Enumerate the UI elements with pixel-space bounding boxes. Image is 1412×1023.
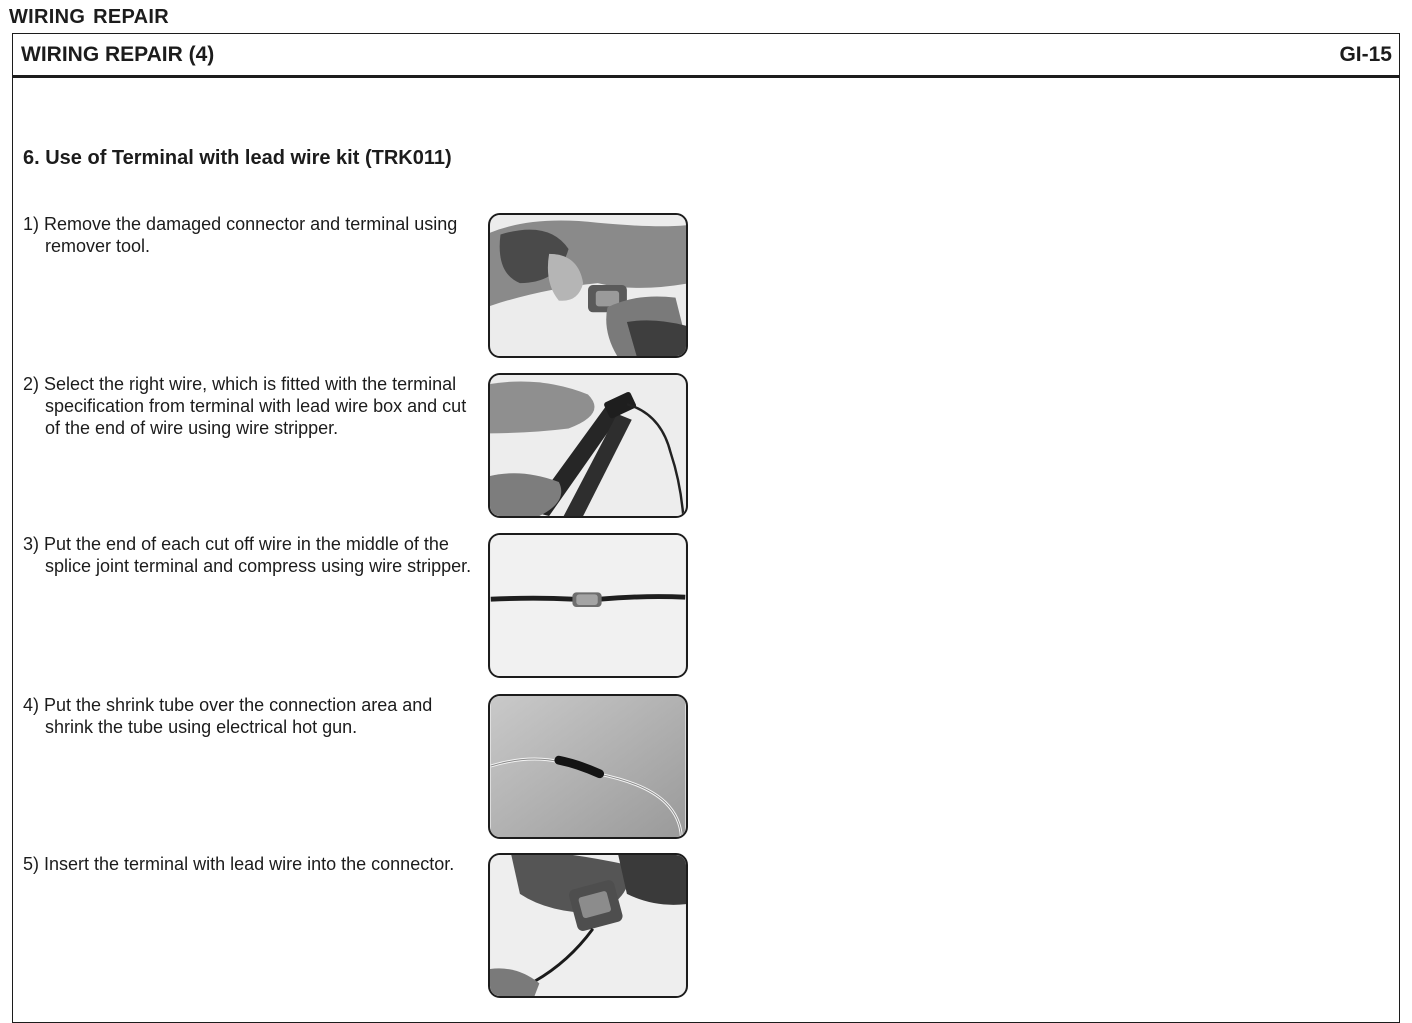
hands-removing-connector-image bbox=[490, 215, 686, 356]
page-number: GI-15 bbox=[1339, 43, 1392, 66]
step-3-photo bbox=[488, 533, 688, 678]
header-bar bbox=[13, 34, 1399, 78]
section-heading: 6. Use of Terminal with lead wire kit (TRK011) bbox=[23, 147, 452, 169]
step-1-text: 1) Remove the damaged connector and terminal using remover tool. bbox=[23, 214, 458, 256]
step-5-text: 5) Insert the terminal with lead wire into the connector. bbox=[23, 854, 455, 874]
shrink-tube-image bbox=[490, 696, 686, 837]
step-5-photo bbox=[488, 853, 688, 998]
header-title: WIRING REPAIR (4) bbox=[21, 43, 215, 66]
step-3-text: 3) Put the end of each cut off wire in the middle of the splice joint terminal and compress using wire stripper. bbox=[23, 534, 472, 576]
step-4-text: 4) Put the shrink tube over the connection area and shrink the tube using electrical hot gun. bbox=[23, 695, 433, 737]
terminal-insert-image bbox=[490, 855, 686, 996]
top-title: WIRING REPAIR bbox=[9, 6, 169, 28]
step-4-photo bbox=[488, 694, 688, 839]
wire-stripper-image bbox=[490, 375, 686, 516]
step-1-photo bbox=[488, 213, 688, 358]
splice-joint-image bbox=[490, 535, 686, 676]
step-2-photo bbox=[488, 373, 688, 518]
step-2-text: 2) Select the right wire, which is fitted with the terminal specification from terminal with lead wire box and cut of the end of wire using wire stripper. bbox=[23, 374, 467, 438]
